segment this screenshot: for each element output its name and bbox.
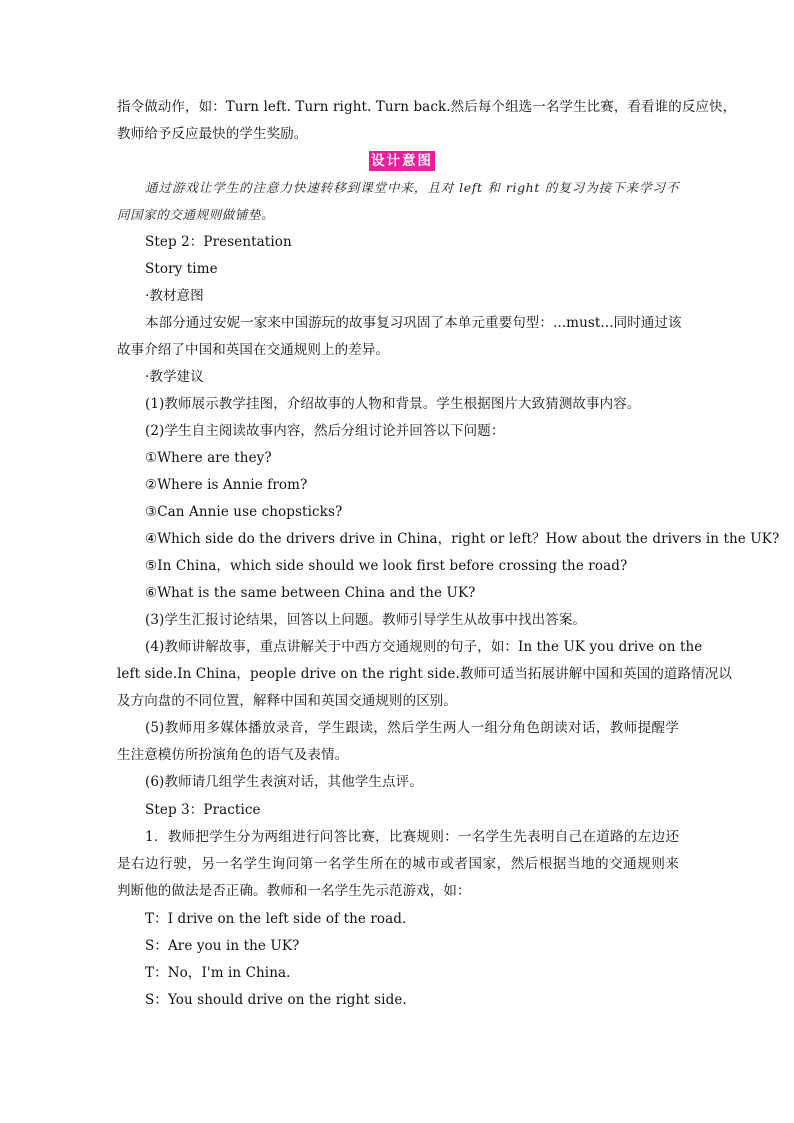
advice-item-5-line-2: 生注意模仿所扮演角色的语气及表情。 xyxy=(117,747,349,763)
story-time-heading: Story time xyxy=(145,261,218,277)
intro-line-2: 教师给予反应最快的学生奖励。 xyxy=(117,126,308,142)
advice-item-2: (2)学生自主阅读故事内容，然后分组讨论并回答以下问题： xyxy=(145,423,505,439)
advice-item-4-line-2: left side.In China，people drive on the right side.教师可适当拓展讲解中国和英国的道路情况以 xyxy=(117,666,732,682)
advice-item-1: (1)教师展示教学挂图，介绍故事的人物和背景。学生根据图片大致猜测故事内容。 xyxy=(145,396,641,412)
practice-1-line-1: 1．教师把学生分为两组进行问答比赛，比赛规则：一名学生先表明自己在道路的左边还 xyxy=(145,829,679,845)
advice-item-4-line-1: (4)教师讲解故事，重点讲解关于中西方交通规则的句子，如：In the UK you drive on the xyxy=(145,639,703,655)
practice-1-line-3: 判断他的做法是否正确。教师和一名学生先示范游戏，如： xyxy=(117,883,471,899)
dialogue-line-1: T：I drive on the left side of the road. xyxy=(145,911,407,927)
teaching-advice-heading: ·教学建议 xyxy=(145,369,204,385)
dialogue-line-2: S：Are you in the UK? xyxy=(145,938,300,954)
step2-heading: Step 2：Presentation xyxy=(145,234,292,250)
step3-heading: Step 3：Practice xyxy=(145,802,261,818)
textbook-intent-line-1: 本部分通过安妮一家来中国游玩的故事复习巩固了本单元重要句型：...must...同时通过该 xyxy=(145,315,682,331)
question-4: ④Which side do the drivers drive in China，right or left？How about the drivers in the UK? xyxy=(145,531,780,547)
question-3: ③Can Annie use chopsticks? xyxy=(145,504,343,520)
design-intent-line-1: 通过游戏让学生的注意力快速转移到课堂中来，且对 left 和 right 的复习为接下来学习不 xyxy=(145,180,679,195)
textbook-intent-line-2: 故事介绍了中国和英国在交通规则上的差异。 xyxy=(117,342,389,358)
design-intent-line-2: 同国家的交通规则做铺垫。 xyxy=(117,207,275,222)
dialogue-line-4: S：You should drive on the right side. xyxy=(145,992,407,1008)
intro-line-1: 指令做动作，如：Turn left. Turn right. Turn back.然后每个组选一名学生比赛，看看谁的反应快， xyxy=(117,99,737,115)
advice-item-4-line-3: 及方向盘的不同位置，解释中国和英国交通规则的区别。 xyxy=(117,693,457,709)
question-1: ①Where are they? xyxy=(145,450,272,466)
textbook-intent-heading: ·教材意图 xyxy=(145,288,204,304)
advice-item-3: (3)学生汇报讨论结果，回答以上问题。教师引导学生从故事中找出答案。 xyxy=(145,612,587,628)
question-5: ⑤In China，which side should we look first before crossing the road? xyxy=(145,558,628,574)
advice-item-5-line-1: (5)教师用多媒体播放录音，学生跟读，然后学生两人一组分角色朗读对话，教师提醒学 xyxy=(145,720,679,736)
practice-1-line-2: 是右边行驶，另一名学生询问第一名学生所在的城市或者国家，然后根据当地的交通规则来 xyxy=(117,856,679,872)
advice-item-6: (6)教师请几组学生表演对话，其他学生点评。 xyxy=(145,774,423,790)
design-intent-title: 设计意图 xyxy=(371,153,433,169)
question-2: ②Where is Annie from? xyxy=(145,477,308,493)
question-6: ⑥What is the same between China and the UK? xyxy=(145,585,476,601)
dialogue-line-3: T：No，I'm in China. xyxy=(145,965,291,981)
